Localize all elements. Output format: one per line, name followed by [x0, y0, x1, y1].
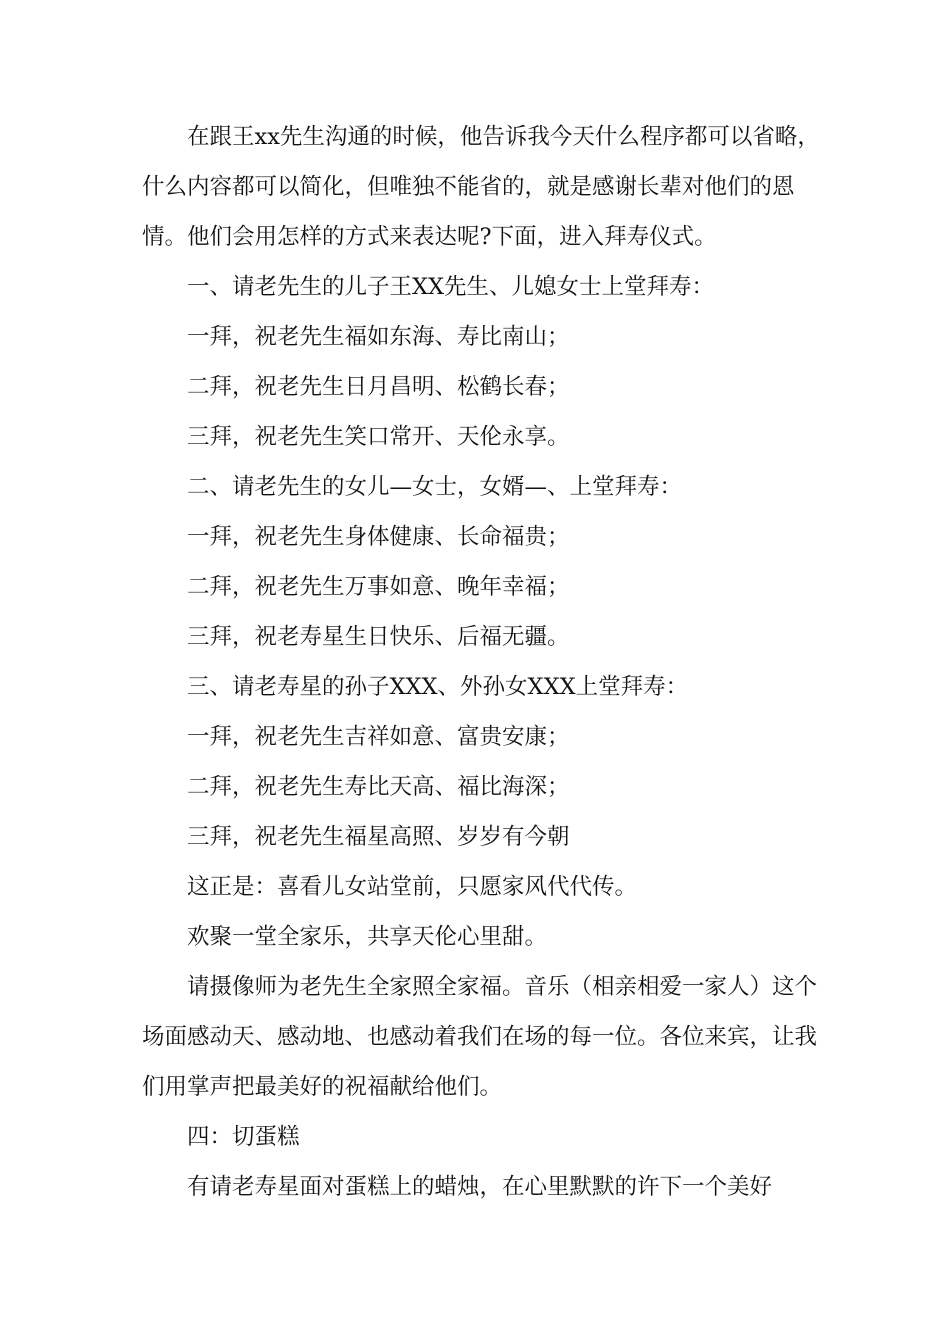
paragraph-bow-1: 一拜，祝老先生身体健康、长命福贵； [187, 524, 570, 550]
paragraph-intro: 在跟王xx先生沟通的时候，他告诉我今天什么程序都可以省略，什么内容都可以简化，但唯独不能省的，就是感谢长辈对他们的恩情。他们会用怎样的方式来表达呢?下面，进入拜寿仪式。 [142, 124, 820, 250]
paragraph-section-four-heading: 四：切蛋糕 [187, 1124, 300, 1150]
paragraph-bow-1: 一拜，祝老先生福如东海、寿比南山； [187, 324, 570, 350]
paragraph-section-two-heading: 二、请老先生的女儿—女士，女婿—、上堂拜寿： [187, 474, 683, 500]
paragraph-family-photo: 请摄像师为老先生全家照全家福。音乐（相亲相爱一家人）这个场面感动天、感动地、也感动着我们在场的每一位。各位来宾，让我们用掌声把最美好的祝福献给他们。 [142, 974, 818, 1100]
paragraph-bow-2: 二拜，祝老先生万事如意、晚年幸福； [187, 574, 570, 600]
paragraph-bow-3: 三拜，祝老寿星生日快乐、后福无疆。 [187, 624, 570, 650]
paragraph-section-three-heading: 三、请老寿星的孙子XXX、外孙女XXX上堂拜寿： [187, 674, 689, 700]
paragraph-bow-3: 三拜，祝老先生福星高照、岁岁有今朝 [187, 824, 570, 850]
paragraph-couplet-line-1: 这正是：喜看儿女站堂前，只愿家风代代传。 [187, 874, 638, 900]
paragraph-bow-1: 一拜，祝老先生吉祥如意、富贵安康； [187, 724, 570, 750]
paragraph-bow-2: 二拜，祝老先生寿比天高、福比海深； [187, 774, 570, 800]
paragraph-bow-3: 三拜，祝老先生笑口常开、天伦永享。 [187, 424, 570, 450]
paragraph-bow-2: 二拜，祝老先生日月昌明、松鹤长春； [187, 374, 570, 400]
paragraph-cake-wish: 有请老寿星面对蛋糕上的蜡烛，在心里默默的许下一个美好 [187, 1174, 773, 1200]
paragraph-section-one-heading: 一、请老先生的儿子王XX先生、儿媳女士上堂拜寿： [187, 274, 715, 300]
paragraph-couplet-line-2: 欢聚一堂全家乐，共享天伦心里甜。 [187, 924, 548, 950]
document-body [142, 112, 822, 1212]
